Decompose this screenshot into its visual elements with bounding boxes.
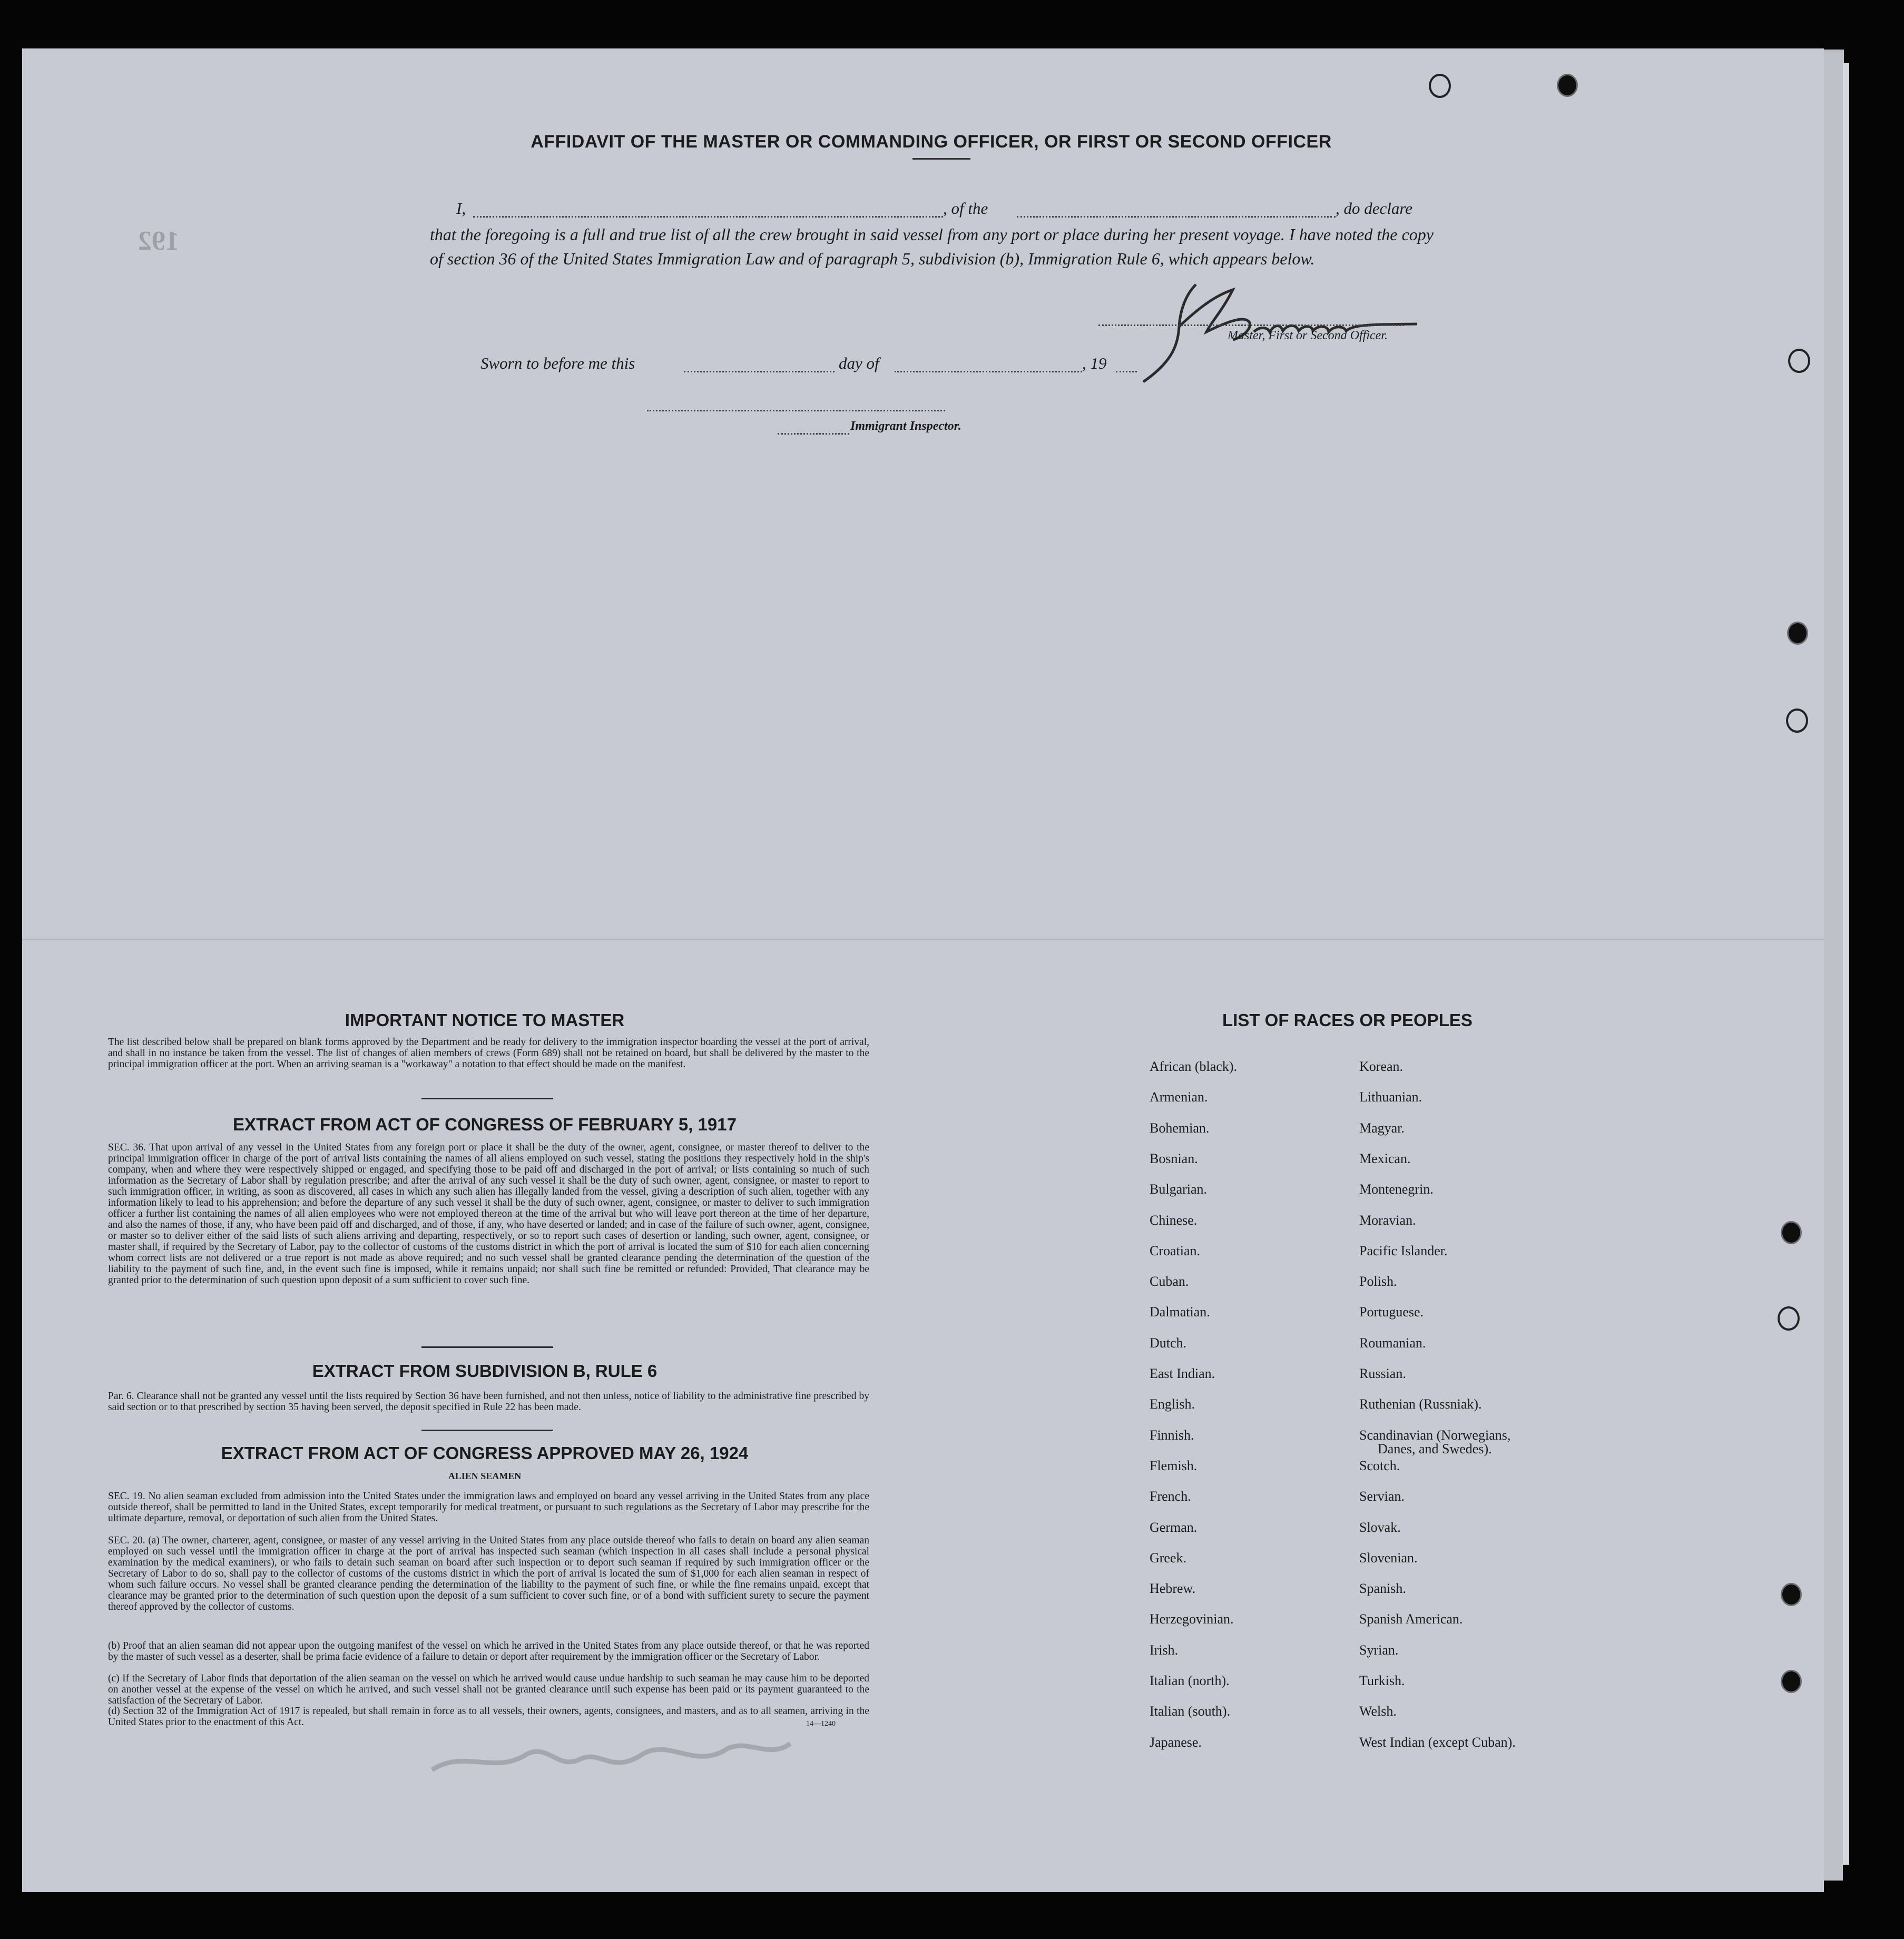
race-item: Danes, and Swedes). — [1378, 1441, 1492, 1456]
race-item: Polish. — [1359, 1274, 1397, 1290]
handwriting-bleed — [421, 1728, 801, 1791]
race-item: Turkish. — [1359, 1673, 1405, 1688]
sec20b-body: (b) Proof that an alien seaman did not appear upon the outgoing manifest of the vessel on which he arrived in the United States from any place outside thereof, or that he was reported by the master of such vessel as a deserter, shall be prima facie evidence of a failure to detain or deport after requirement by the immigration officer or the Secretary of Labor. — [108, 1640, 869, 1662]
signature-line — [1098, 324, 1404, 326]
sec20d-body: (d) Section 32 of the Immigration Act of 1917 is repealed, but shall remain in force as to all vessels, their owners, agents, consignees, and masters, and as to all seamen, arriving in the United States prior to the enactment of this Act. — [108, 1706, 869, 1728]
inspector-signature-line — [647, 410, 945, 411]
declarant-name-line — [473, 216, 943, 218]
race-item: Croatian. — [1150, 1243, 1201, 1258]
punch-hole — [1778, 1306, 1800, 1331]
race-item: Greek. — [1150, 1550, 1187, 1566]
punch-hole — [1781, 1670, 1802, 1693]
punch-hole — [1781, 1221, 1802, 1244]
sec19-body: SEC. 19. No alien seaman excluded from admission into the United States under the immigration laws and employed on board any vessel arriving in the United States from any place outside thereof, shall be permitted to land in the United States, except temporarily for medical treatment, or pursuant to such regulations as the Secretary of Labor may prescribe for the ultimate departure, removal, or deportation of such alien from the United States. — [108, 1491, 869, 1524]
section-divider — [421, 1098, 553, 1099]
punch-hole — [1787, 622, 1808, 645]
races-title: LIST OF RACES OR PEOPLES — [1222, 1010, 1473, 1030]
year-label: , 19 — [1082, 354, 1107, 372]
race-item: Mexican. — [1359, 1150, 1411, 1166]
notice-title: IMPORTANT NOTICE TO MASTER — [345, 1010, 625, 1030]
race-item: Bosnian. — [1150, 1150, 1198, 1166]
race-item: Syrian. — [1359, 1642, 1399, 1658]
race-item: Spanish. — [1359, 1581, 1406, 1597]
section-divider — [421, 1430, 553, 1431]
page-number-bleed: 192 — [138, 226, 179, 256]
race-item: Finnish. — [1150, 1427, 1194, 1443]
race-item: Flemish. — [1150, 1458, 1198, 1473]
race-item: Chinese. — [1150, 1212, 1198, 1228]
extract-rule6-body: Par. 6. Clearance shall not be granted any vessel until the lists required by Section 36 have been furnished, and not then unless, notice of liability to the administrative fine prescribed by said section or to that prescribed by section 35 having been served, the deposit specified in Rule 22 has been made. — [108, 1391, 869, 1413]
race-item: Bulgarian. — [1150, 1182, 1208, 1197]
race-item: Dutch. — [1150, 1335, 1187, 1351]
sworn-year-line — [1116, 371, 1137, 372]
race-item: French. — [1150, 1489, 1191, 1504]
race-item: Japanese. — [1150, 1734, 1202, 1750]
vessel-name-line — [1017, 216, 1336, 218]
punch-hole — [1557, 74, 1578, 97]
alien-seamen-subtitle: ALIEN SEAMEN — [448, 1471, 522, 1481]
race-item: Ruthenian (Russniak). — [1359, 1396, 1482, 1412]
race-item: Korean. — [1359, 1059, 1404, 1074]
race-item: Armenian. — [1150, 1089, 1208, 1105]
race-item: Herzegovinian. — [1150, 1611, 1234, 1627]
signer-title-label: Master, First or Second Officer. — [1228, 329, 1388, 342]
race-item: Moravian. — [1359, 1212, 1416, 1228]
race-item: Bohemian. — [1150, 1120, 1210, 1136]
of-the-label: , of the — [943, 199, 988, 218]
race-item: German. — [1150, 1519, 1198, 1535]
race-item: Roumanian. — [1359, 1335, 1426, 1351]
race-item: Lithuanian. — [1359, 1089, 1422, 1105]
race-item: Slovak. — [1359, 1519, 1401, 1535]
punch-hole — [1429, 74, 1451, 98]
affidavit-title: AFFIDAVIT OF THE MASTER OR COMMANDING OFFICER, OR FIRST OR SECOND OFFICER — [531, 132, 1332, 152]
page-edge — [1824, 53, 1843, 1881]
race-item: Pacific Islander. — [1359, 1243, 1448, 1258]
do-declare-label: , do declare — [1336, 199, 1413, 218]
punch-hole — [1781, 1583, 1802, 1606]
sworn-month-line — [895, 371, 1082, 372]
title-underline — [912, 158, 970, 160]
page-fold-line — [22, 939, 1824, 940]
sworn-label: Sworn to before me this — [480, 354, 635, 372]
race-item: Spanish American. — [1359, 1611, 1463, 1627]
race-item: Slovenian. — [1359, 1550, 1418, 1566]
race-item: Montenegrin. — [1359, 1182, 1434, 1197]
document-page — [22, 48, 1824, 1892]
extract-1917-body: SEC. 36. That upon arrival of any vessel in the United States from any foreign port or place it shall be the duty of the owner, agent, consignee, or master thereof to deliver to the principal immigration officer in charge of the port of arrival lists containing the names of all aliens employed on such vessel, stating the positions they respectively hold in the ship's company, when and where they were respectively shipped or engaged, and specifying those to be paid off and discharged in the port of arrival; or lists containing so much of such information as the Secretary of Labor shall by regulation prescribe; and after the arrival of any such vessel it shall be the duty of such owner, agent, consignee, or master to report to such immigration officer, in writing, as soon as discovered, all cases in which any such alien has illegally landed from the vessel, giving a description of such alien, together with any information likely to lead to his apprehension; and before the departure of any such vessel it shall be the duty of such owner, agent, consignee, or master to deliver to such immigration officer a further list containing the names of all alien employees who were not employed thereon at the time of the arrival but who will leave port thereon at the time of her departure, and also the names of those, if any, who have been paid off and discharged, and of those, if any, who have deserted or landed; and in case of the failure of such owner, agent, consignee, or master so to deliver either of the said lists of such aliens arriving and departing, respectively, or so to report such cases of desertion or landing, such owner, agent, consignee, or master shall, if required by the Secretary of Labor, pay to the collector of customs of the customs district in which the port of arrival is located the sum of $10 for each alien concerning whom correct lists are not delivered or a true report is not made as above required; and no such vessel shall be granted clearance pending the determination of the question of the liability to the payment of such fine, and, in the event such fine is imposed, while it remains unpaid; nor shall such fine be remitted or refunded: Provided, That clearance may be granted prior to the determination of such question upon deposit of a sum sufficient to cover such fine. — [108, 1142, 869, 1286]
section-divider — [421, 1346, 553, 1348]
inspector-label: Immigrant Inspector. — [850, 419, 961, 433]
punch-hole — [1788, 349, 1810, 373]
day-of-label: day of — [839, 354, 879, 372]
race-item: Servian. — [1359, 1489, 1405, 1504]
inspector-prefix-line — [778, 433, 849, 435]
race-item: Portuguese. — [1359, 1304, 1424, 1320]
race-item: Magyar. — [1359, 1120, 1405, 1136]
page-edge-highlight — [1843, 63, 1849, 1865]
race-item: Scandinavian (Norwegians, — [1359, 1427, 1511, 1443]
declarant-label: I, — [456, 199, 466, 218]
extract-1917-title: EXTRACT FROM ACT OF CONGRESS OF FEBRUARY 5, 1917 — [233, 1115, 737, 1134]
form-number: 14—1240 — [806, 1720, 836, 1728]
sec20c-body: (c) If the Secretary of Labor finds that deportation of the alien seaman on the vessel on which he arrived would cause undue hardship to such seaman he may cause him to be deported on another vessel at the expense of the vessel on which he arrived, and such vessel shall not be granted clearance until such expense has been paid or its payment guaranteed to the satisfaction of the Secretary of Labor. — [108, 1673, 869, 1706]
race-item: East Indian. — [1150, 1366, 1215, 1381]
race-item: Dalmatian. — [1150, 1304, 1210, 1320]
extract-rule6-title: EXTRACT FROM SUBDIVISION B, RULE 6 — [312, 1361, 657, 1381]
race-item: Italian (south). — [1150, 1704, 1231, 1719]
affidavit-statement: that the foregoing is a full and true list of all the crew brought in said vessel from any port or place during her present voyage. I have noted the copy of section 36 of the United States Immigration Law and of paragraph 5, subdivision (b), Immigration Rule 6, which appears below. — [430, 225, 1434, 268]
race-item: English. — [1150, 1396, 1195, 1412]
race-item: West Indian (except Cuban). — [1359, 1734, 1516, 1750]
race-item: Irish. — [1150, 1642, 1179, 1658]
race-item: Russian. — [1359, 1366, 1406, 1381]
race-item: Welsh. — [1359, 1704, 1397, 1719]
sworn-day-line — [684, 371, 835, 372]
race-item: Scotch. — [1359, 1458, 1400, 1473]
notice-body: The list described below shall be prepared on blank forms approved by the Department and be ready for delivery to the immigration inspector boarding the vessel at the port of arrival, and shall in no instance be taken from the vessel. The list of changes of alien members of crews (Form 689) shall not be retained on board, but shall be delivered by the master to the principal immigration officer at the port. When an arriving seaman is a "workaway" a notation to that effect should be made on the manifest. — [108, 1037, 869, 1070]
race-item: Italian (north). — [1150, 1673, 1230, 1688]
race-item: Cuban. — [1150, 1274, 1189, 1290]
sec20a-body: SEC. 20. (a) The owner, charterer, agent, consignee, or master of any vessel arriving in the United States from any place outside thereof who fails to detain on board any alien seaman employed on such vessel until the immigration officer in charge at the port of arrival has inspected such seaman (which inspection in all cases shall include a personal physical examination by the medical examiners), or who fails to detain such seaman on board after such inspection or to deport such seaman if required by such immigration officer or the Secretary of Labor to do so, shall pay to the collector of customs of the customs district in which the port of arrival is located the sum of $1,000 for each alien seaman in respect of whom such failure occurs. No vessel shall be granted clearance pending the determination of the liability to the payment of such fine, or while the fine remains unpaid, except that clearance may be granted prior to the determination of such question upon the deposit of a sum sufficient to cover such fine, or of a bond with sufficient surety to secure the payment thereof approved by the collector of customs. — [108, 1535, 869, 1612]
race-item: African (black). — [1150, 1059, 1238, 1074]
race-item: Hebrew. — [1150, 1581, 1196, 1597]
punch-hole — [1786, 708, 1808, 733]
extract-1924-title: EXTRACT FROM ACT OF CONGRESS APPROVED MAY 26, 1924 — [221, 1443, 749, 1463]
